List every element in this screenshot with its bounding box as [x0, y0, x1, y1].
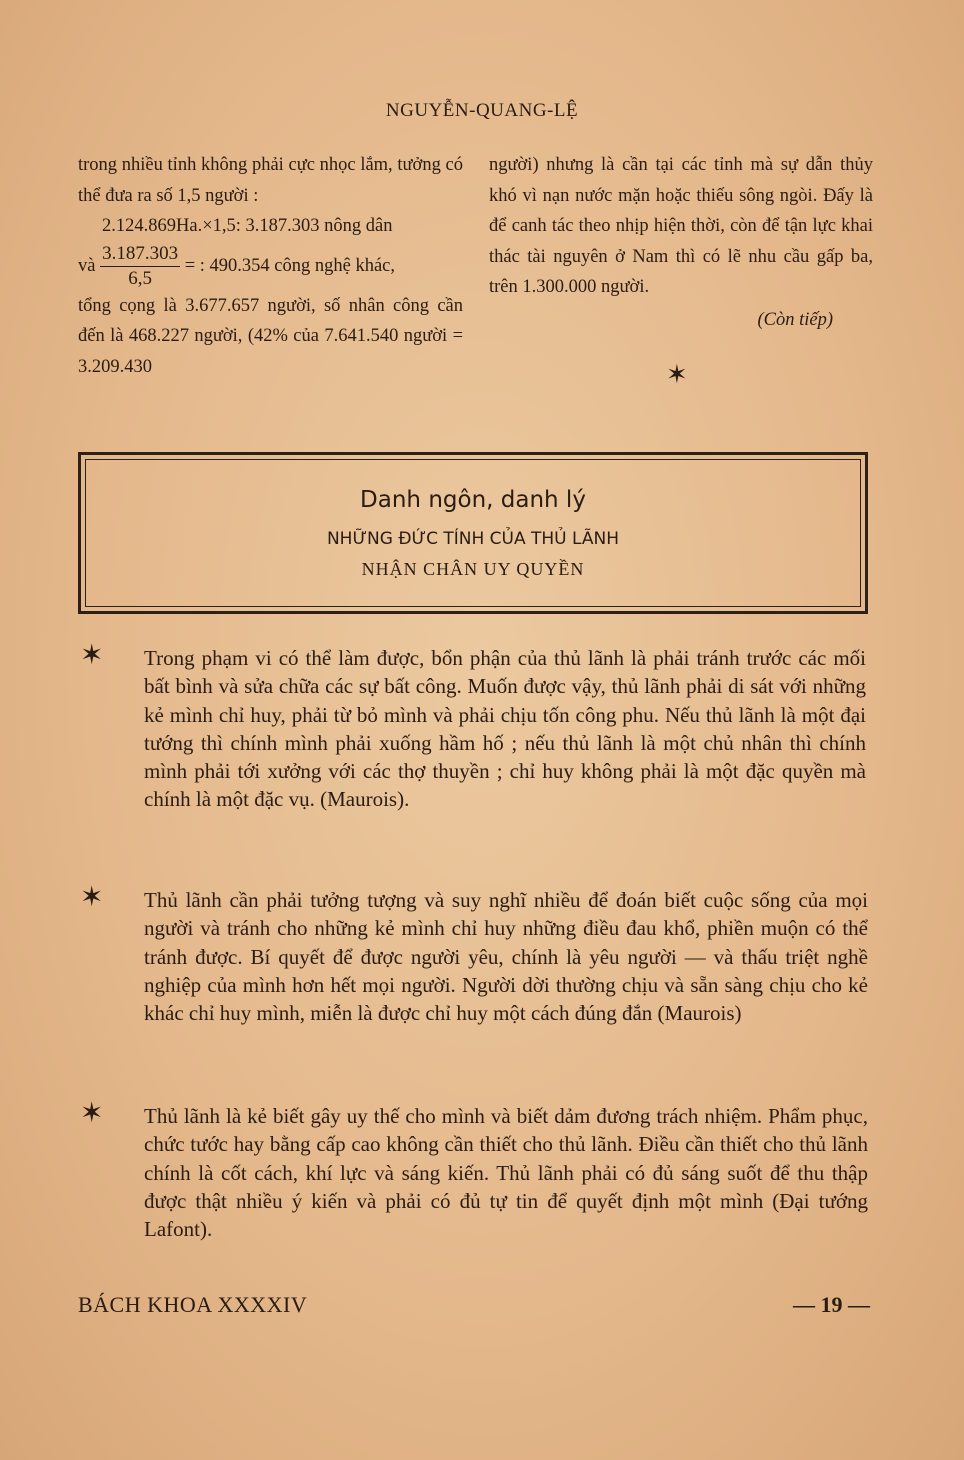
right-column	[489, 150, 873, 335]
left-intro: trong nhiều tỉnh không phải cực nhọc lắm, tưởng có thể đưa ra số 1,5 người :	[78, 155, 463, 206]
section-subtitle: NHỮNG ĐỨC TÍNH CỦA THỦ LÃNH	[326, 529, 620, 549]
star-icon: ✶	[80, 640, 104, 671]
publication-name: BÁCH KHOA XXXXIV	[78, 1292, 308, 1317]
divider-star-icon: ✶	[666, 360, 688, 389]
running-head: NGUYỄN-QUANG-LỆ	[385, 100, 579, 121]
calculation	[78, 211, 463, 291]
star-icon: ✶	[80, 1098, 104, 1129]
calc-line-2	[78, 242, 463, 291]
fraction-denominator: 6,5	[128, 267, 152, 289]
section-subtitle-2: NHẬN CHÂN UY QUYỀN	[361, 559, 585, 579]
quote-1	[80, 640, 866, 814]
right-text: người) nhưng là cần tại các tỉnh mà sự dẫn thủy khó vì nạn nước mặn hoặc thiếu sông ngòi. Đấy là để canh tác theo nhịp hiện thời, còn để tận lực khai thác tài nguyên ở Nam thì có lẽ nhu cầu gấp ba, trên 1.300.000 người.	[489, 155, 873, 297]
calc-suffix: = : 490.354 công nghệ khác,	[184, 255, 396, 276]
section-header-box	[78, 452, 868, 614]
quote-text: Thủ lãnh là kẻ biết gây uy thế cho mình và biết dảm đương trách nhiệm. Phẩm phục, chức tước hay bằng cấp cao không cần thiết cho thủ lãnh. Điều cần thiết cho thủ lãnh chính là cốt cách, khí lực và sáng kiến. Thủ lãnh phải có đủ sáng suốt để thu thập được thật nhiều ý kiến và phải có đủ tự tin để quyết định một mình (Đại tướng Lafont).	[144, 1104, 868, 1242]
quote-3	[80, 1098, 868, 1243]
star-icon: ✶	[80, 882, 104, 913]
quote-text: Thủ lãnh cần phải tưởng tượng và suy nghĩ nhiều để đoán biết cuộc sống của mọi người và tránh cho những kẻ mình chỉ huy những điều đau khổ, phiền muộn có thể tránh được. Bí quyết để được người yêu, chính là yêu người — và thấu triệt nghề nghiệp của mình hơn hết mọi người. Người dời thường chịu và sẵn sàng chịu cho kẻ khác chỉ huy mình, miễn là được chỉ huy một cách đúng đắn (Maurois)	[144, 888, 868, 1026]
page-number: — 19 —	[793, 1292, 870, 1317]
section-title: Danh ngôn, danh lý	[360, 487, 586, 513]
left-rest: tổng cọng là 3.677.657 người, số nhân công cần đến là 468.227 người, (42% của 7.641.540 người = 3.209.430	[78, 295, 463, 377]
fraction	[100, 242, 180, 291]
fraction-numerator: 3.187.303	[100, 242, 180, 267]
calc-prefix: và	[78, 255, 96, 276]
left-column	[78, 150, 463, 382]
quote-2	[80, 882, 868, 1027]
quote-text: Trong phạm vi có thể làm được, bổn phận của thủ lãnh là phải tránh trước các mối bất bình và sửa chữa các sự bất công. Muốn được vậy, thủ lãnh phải di sát với những kẻ mình chỉ huy, phải từ bỏ mình và phải chịu tốn công phu. Nếu thủ lãnh là một đại tướng thì chính mình phải xuống hầm hố ; nếu thủ lãnh là một chủ nhân thì chính mình phải tới xưởng với các thợ thuyền ; chỉ huy không phải là một đặc quyền mà chính là một đặc vụ. (Maurois).	[144, 646, 866, 812]
calc-line-1: 2.124.869Ha.×1,5: 3.187.303 nông dân	[102, 216, 393, 236]
continued-note: (Còn tiếp)	[757, 309, 833, 330]
